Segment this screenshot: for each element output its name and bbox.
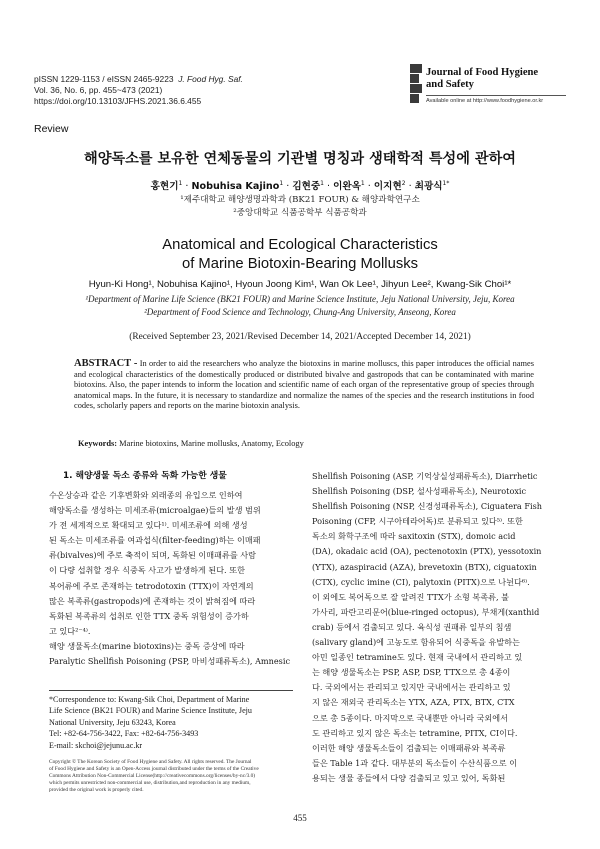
journal-url[interactable]: Available online at http://www.foodhygiene.or.kr bbox=[426, 98, 544, 104]
body-line: 류(bivalves)에 주로 축적이 되며, 독화된 이매패류를 사람 bbox=[49, 550, 256, 561]
footnote-divider bbox=[49, 690, 293, 691]
correspondence-note: *Correspondence to: Kwang-Sik Choi, Department of Marine Life Science (BK21 FOUR) and Marine Science Institute, Jeju National University, Jeju 63243, Korea Tel: +82-64-756-3422, Fax: +82-64-756-3493 E-mail: skchoi@jejunu.ac.kr bbox=[49, 694, 299, 751]
page-number: 455 bbox=[293, 813, 307, 823]
article-type: Review bbox=[34, 123, 69, 135]
journal-name: Journal of Food Hygiene and Safety bbox=[426, 67, 539, 90]
body-left-column bbox=[49, 488, 297, 669]
body-line: Shellfish Poisoning (DSP, 설사성패류독소), Neurotoxic bbox=[312, 486, 527, 497]
journal-meta bbox=[34, 74, 243, 107]
english-affiliation-1: ¹Department of Marine Life Science (BK21 FOUR) and Marine Science Institute, Jeju National University, Jeju, Korea bbox=[85, 294, 515, 304]
body-line: 는 해양 생물독소는 PSP, ASP, DSP, TTX으로 총 4종이 bbox=[312, 667, 511, 678]
body-line: 도 관리하고 있지 않은 독소는 tetramine, PITX, CI이다. bbox=[312, 727, 518, 738]
body-line: 이 다량 섭취할 경우 식중독 사고가 발생하게 된다. 또한 bbox=[49, 565, 245, 576]
body-line: 독화된 복족류의 섭취로 인한 TTX 중독 위험성이 증가하 bbox=[49, 610, 249, 621]
body-line: (DA), okadaic acid (OA), pectenotoxin (PTX), yessotoxin bbox=[312, 546, 542, 557]
abstract-lead: ABSTRACT - bbox=[74, 358, 138, 369]
body-line: 들은 Table 1과 같다. 대부분의 독소들이 수산식품으로 이 bbox=[312, 757, 518, 768]
body-line: (CTX), cyclic imine (CI), palytoxin (PITX)으로 나뉜다⁶⁾. bbox=[312, 576, 530, 587]
body-right-column bbox=[312, 469, 560, 786]
volume-info: Vol. 36, No. 6, pp. 455~473 (2021) bbox=[34, 85, 163, 95]
journal-divider bbox=[426, 95, 566, 96]
abstract-text: In order to aid the researchers who analyze the biotoxins in marine molluscs, this paper introduces the official names and ecological characteristics of the domestically produced or distributed bivalve and gastropods that can be contaminated with marine biotoxins. Also, the paper intends to inform the location and scientific name of each organ of the representative group of species through anatomical maps. In the future, it is necessary to standardize and normalize the names of the species and the research institutions in food codes, scholarly papers and reports on the marine biotoxin analysis. bbox=[74, 359, 534, 411]
english-affiliation-2: ²Department of Food Science and Technology, Chung-Ang University, Anseong, Korea bbox=[144, 307, 456, 317]
body-line: Poisoning (CFP, 시구아테라어독)로 분류되고 있다⁵⁾. 또한 bbox=[312, 516, 523, 527]
section-heading: 1. 해양생물 독소 종류와 독화 가능한 생물 bbox=[63, 471, 227, 481]
body-line: 복어류에 주로 존재하는 tetrodotoxin (TTX)이 자연계의 bbox=[49, 580, 254, 591]
body-line: Shellfish Poisoning (ASP, 기억상실성패류독소), Diarrhetic bbox=[312, 471, 538, 481]
body-line: 많은 복족류(gastropods)에 존재하는 것이 밝혀짐에 따라 bbox=[49, 595, 256, 606]
body-line: 으로 총 5종이다. 마지막으로 국내뿐만 아니라 국외에서 bbox=[312, 712, 508, 723]
author-1: 홍현기 bbox=[150, 181, 179, 192]
body-line: 이 외에도 복어독으로 잘 알려진 TTX가 소형 복족류, 불 bbox=[312, 591, 509, 602]
korean-authors: 홍현기$^1$ · Nobuhisa Kajino$^1$ · 김현중$^1$ · 이완옥$^1$ · 이지현$^2$ · 최광식$^{1*}$ bbox=[150, 179, 450, 192]
abstract bbox=[74, 359, 534, 412]
author-6: 최광식 bbox=[414, 181, 443, 192]
journal-logo-icon bbox=[410, 64, 422, 104]
body-line: Paralytic Shellfish Poisoning (PSP, 마비성패류독소), Amnesic bbox=[49, 656, 290, 667]
body-line: 용되는 생물 종들에서 다양 검출되고 있고 있어, 독화된 bbox=[312, 772, 506, 783]
korean-affiliation-1: ¹제주대학교 해양생명과학과 (BK21 FOUR) & 해양과학연구소 bbox=[180, 195, 420, 205]
body-line: 수온상승과 같은 기후변화와 외래종의 유입으로 인하여 bbox=[49, 490, 243, 500]
body-line: 이러한 해양 생물독소들이 검출되는 이매패류와 복족류 bbox=[312, 742, 506, 753]
korean-affiliation-2: ²중앙대학교 식품공학부 식품공학과 bbox=[233, 208, 367, 218]
author-5: 이지현 bbox=[373, 181, 402, 192]
body-line: 아민 일종인 tetramine도 있다. 현재 국내에서 관리하고 있 bbox=[312, 652, 523, 663]
body-line: 해양독소를 생성하는 미세조류(microalgae)들의 발생 범위 bbox=[49, 505, 261, 516]
body-line: crab) 등에서 검출되고 있다. 육식성 권패류 일부의 침샘 bbox=[312, 621, 512, 632]
body-line: 다. 국외에서는 관리되고 있지만 국내에서는 관리하고 있 bbox=[312, 682, 511, 693]
body-line: 된 독소는 미세조류를 여과섭식(filter-feeding)하는 이매패 bbox=[49, 535, 261, 546]
english-title: Anatomical and Ecological Characteristics of Marine Biotoxin-Bearing Mollusks bbox=[162, 237, 438, 272]
body-line: (YTX), azaspiracid (AZA), brevetoxin (BTX), ciguatoxin bbox=[312, 561, 537, 572]
doi-link[interactable]: https://doi.org/10.13103/JFHS.2021.36.6.455 bbox=[34, 96, 202, 106]
body-line: 고 있다²⁻⁴⁾. bbox=[49, 625, 91, 636]
body-line: Shellfish Poisoning (NSP, 신경성패류독소), Ciguatera Fish bbox=[312, 501, 542, 512]
body-line: 가 전 세계적으로 확대되고 있다¹⁾. 미세조류에 의해 생성 bbox=[49, 520, 248, 531]
copyright-notice: Copyright © The Korean Society of Food Hygiene and Safety. All rights reserved. The Journal of Food Hygiene and Safety is an Open-Access journal distributed under the terms of the Creative Commons Attribution Non-Commercial License(http://creativecommons.org/licenses/by-nc/3.0) which permits unrestricted non-commercial use, distribution,and reproduction in any medium, provided the original work is properly cited. bbox=[49, 759, 259, 793]
keywords-label: Keywords: bbox=[78, 439, 118, 448]
body-line: 지 않은 재외국 관리독소는 YTX, AZA, PTX, BTX, CTX bbox=[312, 697, 515, 708]
keywords bbox=[78, 439, 304, 448]
body-line: 가사리, 파란고리문어(blue-ringed octopus), 부채게(xanthid bbox=[312, 606, 540, 617]
keywords-list: Marine biotoxins, Marine mollusks, Anatomy, Ecology bbox=[117, 439, 304, 448]
body-line: 해양 생물독소(marine biotoxins)는 중독 증상에 따라 bbox=[49, 640, 245, 651]
body-line: 독소의 화학구조에 따라 saxitoxin (STX), domoic acid bbox=[312, 531, 516, 542]
english-authors: Hyun-Ki Hong¹, Nobuhisa Kajino¹, Hyoun Joong Kim¹, Wan Ok Lee¹, Jihyun Lee², Kwang-Sik Choi¹* bbox=[88, 279, 512, 290]
journal-abbr: J. Food Hyg. Saf. bbox=[178, 74, 243, 84]
body-line: (salivary gland)에 고농도로 함유되어 식중독을 유발하는 bbox=[312, 637, 520, 648]
email-link[interactable]: E-mail: skchoi@jejunu.ac.kr bbox=[49, 740, 143, 750]
author-2: Nobuhisa Kajino bbox=[191, 181, 280, 192]
journal-header-box bbox=[410, 64, 566, 108]
issn: pISSN 1229-1153 / eISSN 2465-9223 bbox=[34, 74, 174, 84]
received-dates: (Received September 23, 2021/Revised December 14, 2021/Accepted December 14, 2021) bbox=[129, 332, 471, 342]
korean-title: 해양독소를 보유한 연체동물의 기관별 명칭과 생태학적 특성에 관하여 bbox=[83, 151, 517, 167]
author-4: 이완옥 bbox=[333, 181, 361, 192]
author-3: 김현중 bbox=[292, 181, 321, 192]
